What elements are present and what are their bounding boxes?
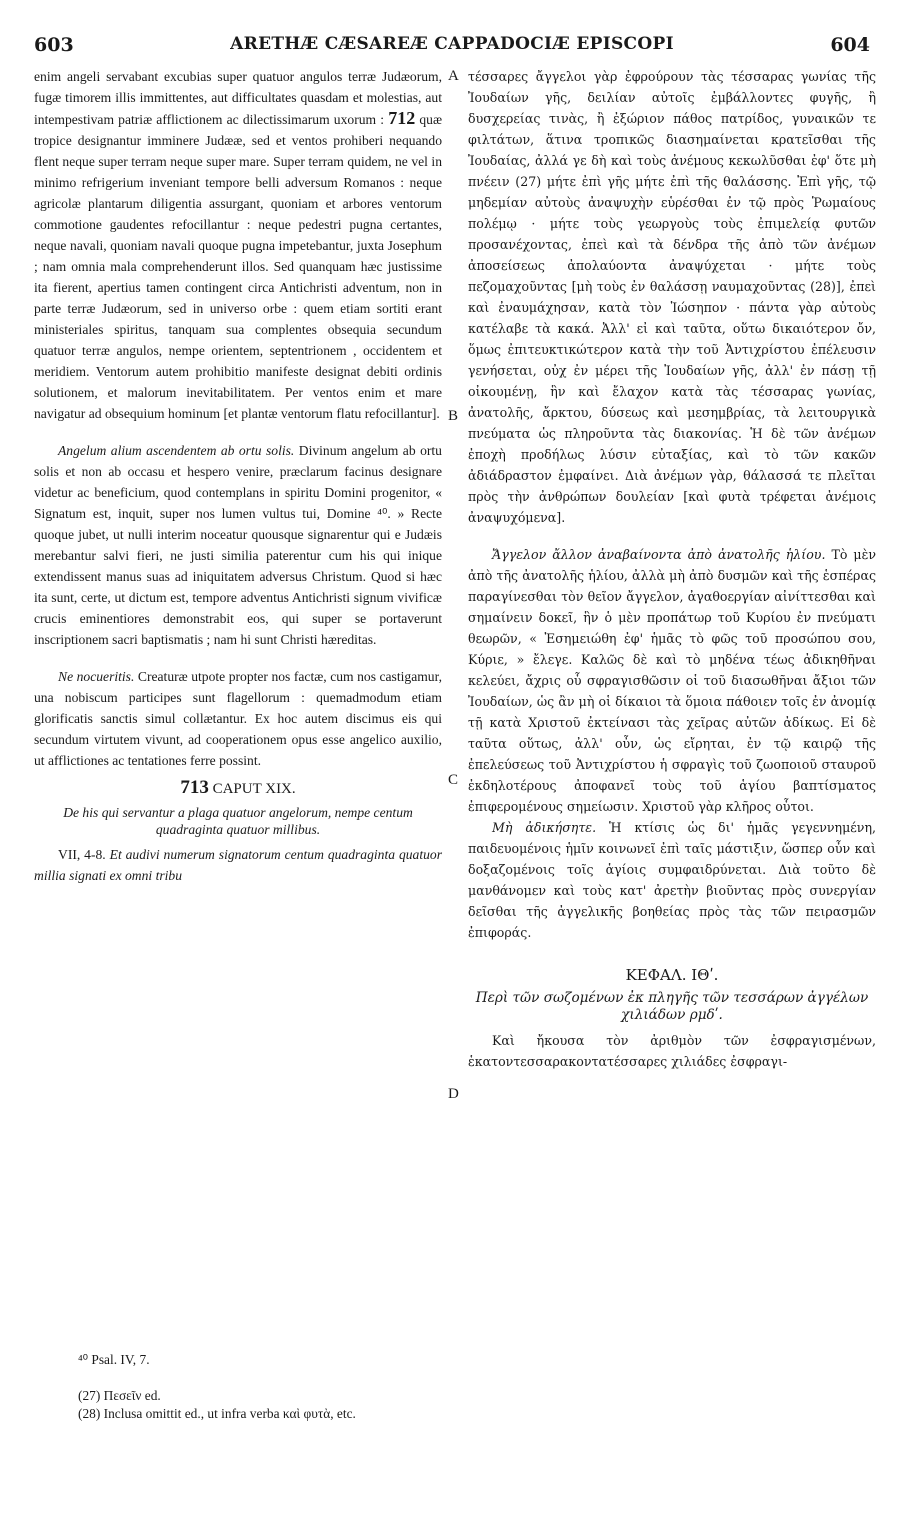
margin-letter-c: C [448,772,459,788]
latin-paragraph-1: enim angeli servabant excubias super quatuor angulos terræ Judæorum, fugæ timorem illis immittentes, aut difficultates quasdam et molestias, aut intempestivam patriæ afflictionem ac dilectissimarum uxorum : 712 quæ tropice designantur imminere Judææ, sed et ventos prohiberi nequando flent neque super terram neque super mare. Super terram quidem, ne vel in minimo refrigerium inveniant tempore belli adversum Romanos : neque agricolæ plantarum diligentia assurgant, quoniam et arbores ventorum commotione gaudentes refocillantur : neque pedestri pugna certantes, neque navali, quoniam navali quoque pugna impetebantur, juxta Josephum ; nam omnia mala comprehenderunt illos. Sed quanquam hæc justissime ita fierent, apertius tamen contingent circa Antichristi adventum, non in parte terræ Judæorum, sed in universo orbe : quem etiam sortiti erant ministeriales spiritus, tanquam sua complentes obsequia secundum quatuor terræ angulos, nempe orientem, septentrionem , occidentem et meridiem. Ventorum autem prohibitio manifeste designat debiti ordinis solutionem, et malorum inevitabilitatem. Per ventos enim et mare navigatur ad obsequium hominum [et plantæ ventorum flatu refocillantur]. [34,69,443,421]
latin-paragraph-3: Ne nocueritis. Creaturæ utpote propter nos factæ, cum nos castigamur, una nobiscum participes sunt flagellorum : quemadmodum etiam glorificatis sanctis simul collætantur. Ex hoc autem discimus eis qui secundum virtutem vivunt, ad cooperationem opus esse angelico auxilio, ut afflictiones ac tentationes ferre possint. [34,669,442,768]
greek-paragraph-1: τέσσαρες ἄγγελοι γὰρ ἐφρούρουν τὰς τέσσαρας γωνίας τῆς Ἰουδαίων γῆς, δειλίαν αὐτοῖς ἐμβάλλοντες φυγῆς, ἢ δυσχερείας τινὰς, ἢ ἐξώριον πάθος πατρίδος, γυναικῶν τε φιλτάτων, ἅτινα τροπικῶς διασημαίνεται κρατεῖσθαι τῆς Ἰουδαίας, ἀλλά γε δὴ καὶ τοὺς ἀνέμους κεκωλῦσθαι ἐφ' ὅτε μὴ πνέειν (27) μήτε ἐπὶ γῆς μήτε ἐπὶ τῆς θαλάσσης. Ἐπὶ γῆς, τῷ μηδεμίαν αὐτοὺς ἀναψυχὴν εὑρέσθαι ἐν τῷ πρὸς Ῥωμαίους πολέμῳ · μήτε τοὺς γεωργοὺς τοὺς ἐπιμελείᾳ φυτῶν προσανέχοντας, ἐπεὶ καὶ τὰ δένδρα τῆς ἀπὸ τῶν ἀνέμων ἀποσείσεως ἀπολαύοντα ἀναψύχεται · μήτε τοὺς πεζομαχοῦντας [μὴ τοὺς ἐν θαλάσσῃ ναυμαχοῦντας (28)], ἐπεὶ καὶ ἐναυμάχησαν, κατὰ τὸν Ἰώσηπον · πάντα γὰρ αὐτοὺς κατέλαβε τὰ κακά. Ἀλλ' εἰ καὶ ταῦτα, οὕτω δικαιότερον ὄν, ὅμως ἐπιτευκτικώτερον κατὰ τὴν τοῦ Ἀντιχρίστου ἐπέλευσιν γενήσεται, οὐχ ἐν μέρει τῆς Ἰουδαίων γῆς, ἀλλ' ἐν πάσῃ τῇ οἰκουμένῃ, ἣν καὶ ἔλαχον κατὰ τὰς τέσσαρας γωνίας, ἀνατολῆς, ἄρκτου, δύσεως καὶ μεσημβρίας, τὰ λειτουργικὰ πνεύματα ὡς πληροῦντα τὰς διακονίας. Ἡ δὲ τῶν ἀνέμων ἐποχὴ προδήλως λύσιν εὐταξίας, καὶ τὸ τῶν κακῶν ἀδιάδραστον ἐμφαίνει. Διὰ ἀνέμων γὰρ, θάλασσά τε πλεῖται πρὸς τὴν ἀνθρώπων δουλείαν [καὶ φυτὰ τρέφεται ἀνέμοις ἀναψυχόμενα]. [468,69,876,525]
greek-lemma-2: Ἄγγελον ἄλλον ἀναβαίνοντα ἀπὸ ἀνατολῆς ἡλίου. [492,547,826,562]
verse-reference: VII, 4-8. [58,847,106,862]
latin-paragraph-4: VII, 4-8. Et audivi numerum signatorum centum quadraginta quatuor millia signati ex omni tribu [34,847,443,883]
greek-chapter-heading: ΚΕΦΑΛ. ΙΘʹ. [625,966,719,984]
greek-lemma-3: Μὴ ἀδικήσητε. [492,820,597,835]
margin-letter-a: A [448,68,459,84]
margin-letter-d: D [448,1086,459,1102]
latin-lemma-3: Ne nocueritis. [58,669,135,684]
column-marker-712: 712 [388,108,416,128]
page-header [34,34,870,62]
latin-lemma-2: Angelum alium ascendentem ab ortu solis. [58,443,295,458]
greek-chapter-subtitle: Περὶ τῶν σωζομένων ἐκ πληγῆς τῶν τεσσάρων ἀγγέλων χιλιάδων ρμδʹ. [475,990,869,1023]
footnote-40: ⁴⁰ Psal. IV, 7. [78,1352,150,1367]
latin-paragraph-2: Angelum alium ascendentem ab ortu solis. Divinum angelum ab ortu solis et non ab occasu et hespero venire, præclarum facinus designare videtur ac beneficium, quod contemplans in spiritu Domini progenitor, « Signatum est, inquit, super nos lumen vultus tui, Domine ⁴⁰. » Recte quoque jubet, ut nulli interim noceatur quousque signarentur qui e Judæis merebantur salvi fieri, ne justi similia paterentur cum his qui inique extendissent manus suas ad iniquitatem adversus Christum. Quod si hæc ita sunt, certe, ut dictum est, tempore adventus Antichristi signum vivificæ crucis eminentiores demonstrabit eos, qui super se portaverunt inscriptionem sacri baptismatis ; nam hi sunt Christi hæreditas. [34,443,442,647]
greek-paragraph-4: Καὶ ἤκουσα τὸν ἀριθμὸν τῶν ἐσφραγισμένων, ἑκατοντεσσαρακοντατέσσαρες χιλιάδες ἐσφραγι- [468,1033,876,1069]
page-number-left: 603 [34,34,74,56]
footnote-28: (28) Inclusa omittit ed., ut infra verba καὶ φυτὰ, etc. [78,1406,356,1421]
latin-chapter-heading: 713 CAPUT XIX. [180,777,296,798]
running-title: ARETHÆ CÆSAREÆ CAPPADOCIÆ EPISCOPI [230,34,674,54]
latin-chapter-subtitle: De his qui servantur a plaga quatuor angelorum, nempe centum quadraginta quatuor millibus. [63,805,413,837]
greek-column [468,66,876,1072]
column-marker-713: 713 [180,777,209,798]
page-number-right: 604 [830,34,870,56]
footnote-27: (27) Πεσεῖν ed. [78,1388,161,1403]
greek-paragraph-3: Μὴ ἀδικήσητε. Ἡ κτίσις ὡς δι' ἡμᾶς γεγεννημένη, παιδευομένοις ἡμῖν κοινωνεῖ ἐπὶ ταῖς μάστιξιν, ὥσπερ οὖν καὶ δοξαζομένοις τοῖς ἁγίοις συμφαιδρύνεται. Διὰ τοῦτο δὲ μανθάνομεν καὶ τοὺς κατ' ἀρετὴν βιοῦντας πρὸς συνεργίαν δεῖσθαι τῆς ἀγγελικῆς βοηθείας πρὸς τὰς τῶν πειρασμῶν ἐπιφοράς. [468,820,876,940]
greek-paragraph-2: Ἄγγελον ἄλλον ἀναβαίνοντα ἀπὸ ἀνατολῆς ἡλίου. Τὸ μὲν ἀπὸ τῆς ἀνατολῆς ἡλίου, ἀλλὰ μὴ ἀπὸ δυσμῶν καὶ τῆς ἑσπέρας παραγίνεσθαι τὸν θεῖον ἄγγελον, ἀγαθοεργίαν αἰνίττεσθαι καὶ σημαίνειν δοκεῖ, ἣν ὁ μὲν προπάτωρ τοῦ Κυρίου ἐν πνεύματι θεωρῶν, « Ἐσημειώθη ἐφ' ἡμᾶς τὸ φῶς τοῦ προσώπου σου, Κύριε, » ἔλεγε. Καλῶς δὲ καὶ τὸ μηδένα τέως ἀδικηθῆναι κελεύει, ἄχρις οὗ σφραγισθῶσιν οἱ τοῦ διασωθῆναι ἄξιοι τῶν Ἰουδαίων, ὡς ἂν μὴ οἱ δίκαιοι τὰ ὅμοια πάθοιεν τοῖς ἐν ἀνομίᾳ τῇ κατὰ Χριστοῦ ἐκτείνασι τὰς χεῖρας αὐτῶν ἀδίκως. Εἰ δὲ ταῦτα οὕτως, ἀλλ' οὖν, ὡς εἴρηται, ἐν τῷ καιρῷ τῆς ἐπελεύσεως τοῦ Ἀντιχρίστου ἡ σφραγὶς τοῦ ζωοποιοῦ σταυροῦ ἐκδηλοτέρους ἀποφανεῖ τοὺς τοῦ ἁγίου βαπτίσματος ἐπιφερομένους σημείωσιν. Χριστοῦ γὰρ κλῆρος οὗτοι. [468,547,876,814]
margin-letter-b: B [448,408,459,424]
latin-column [34,66,442,886]
